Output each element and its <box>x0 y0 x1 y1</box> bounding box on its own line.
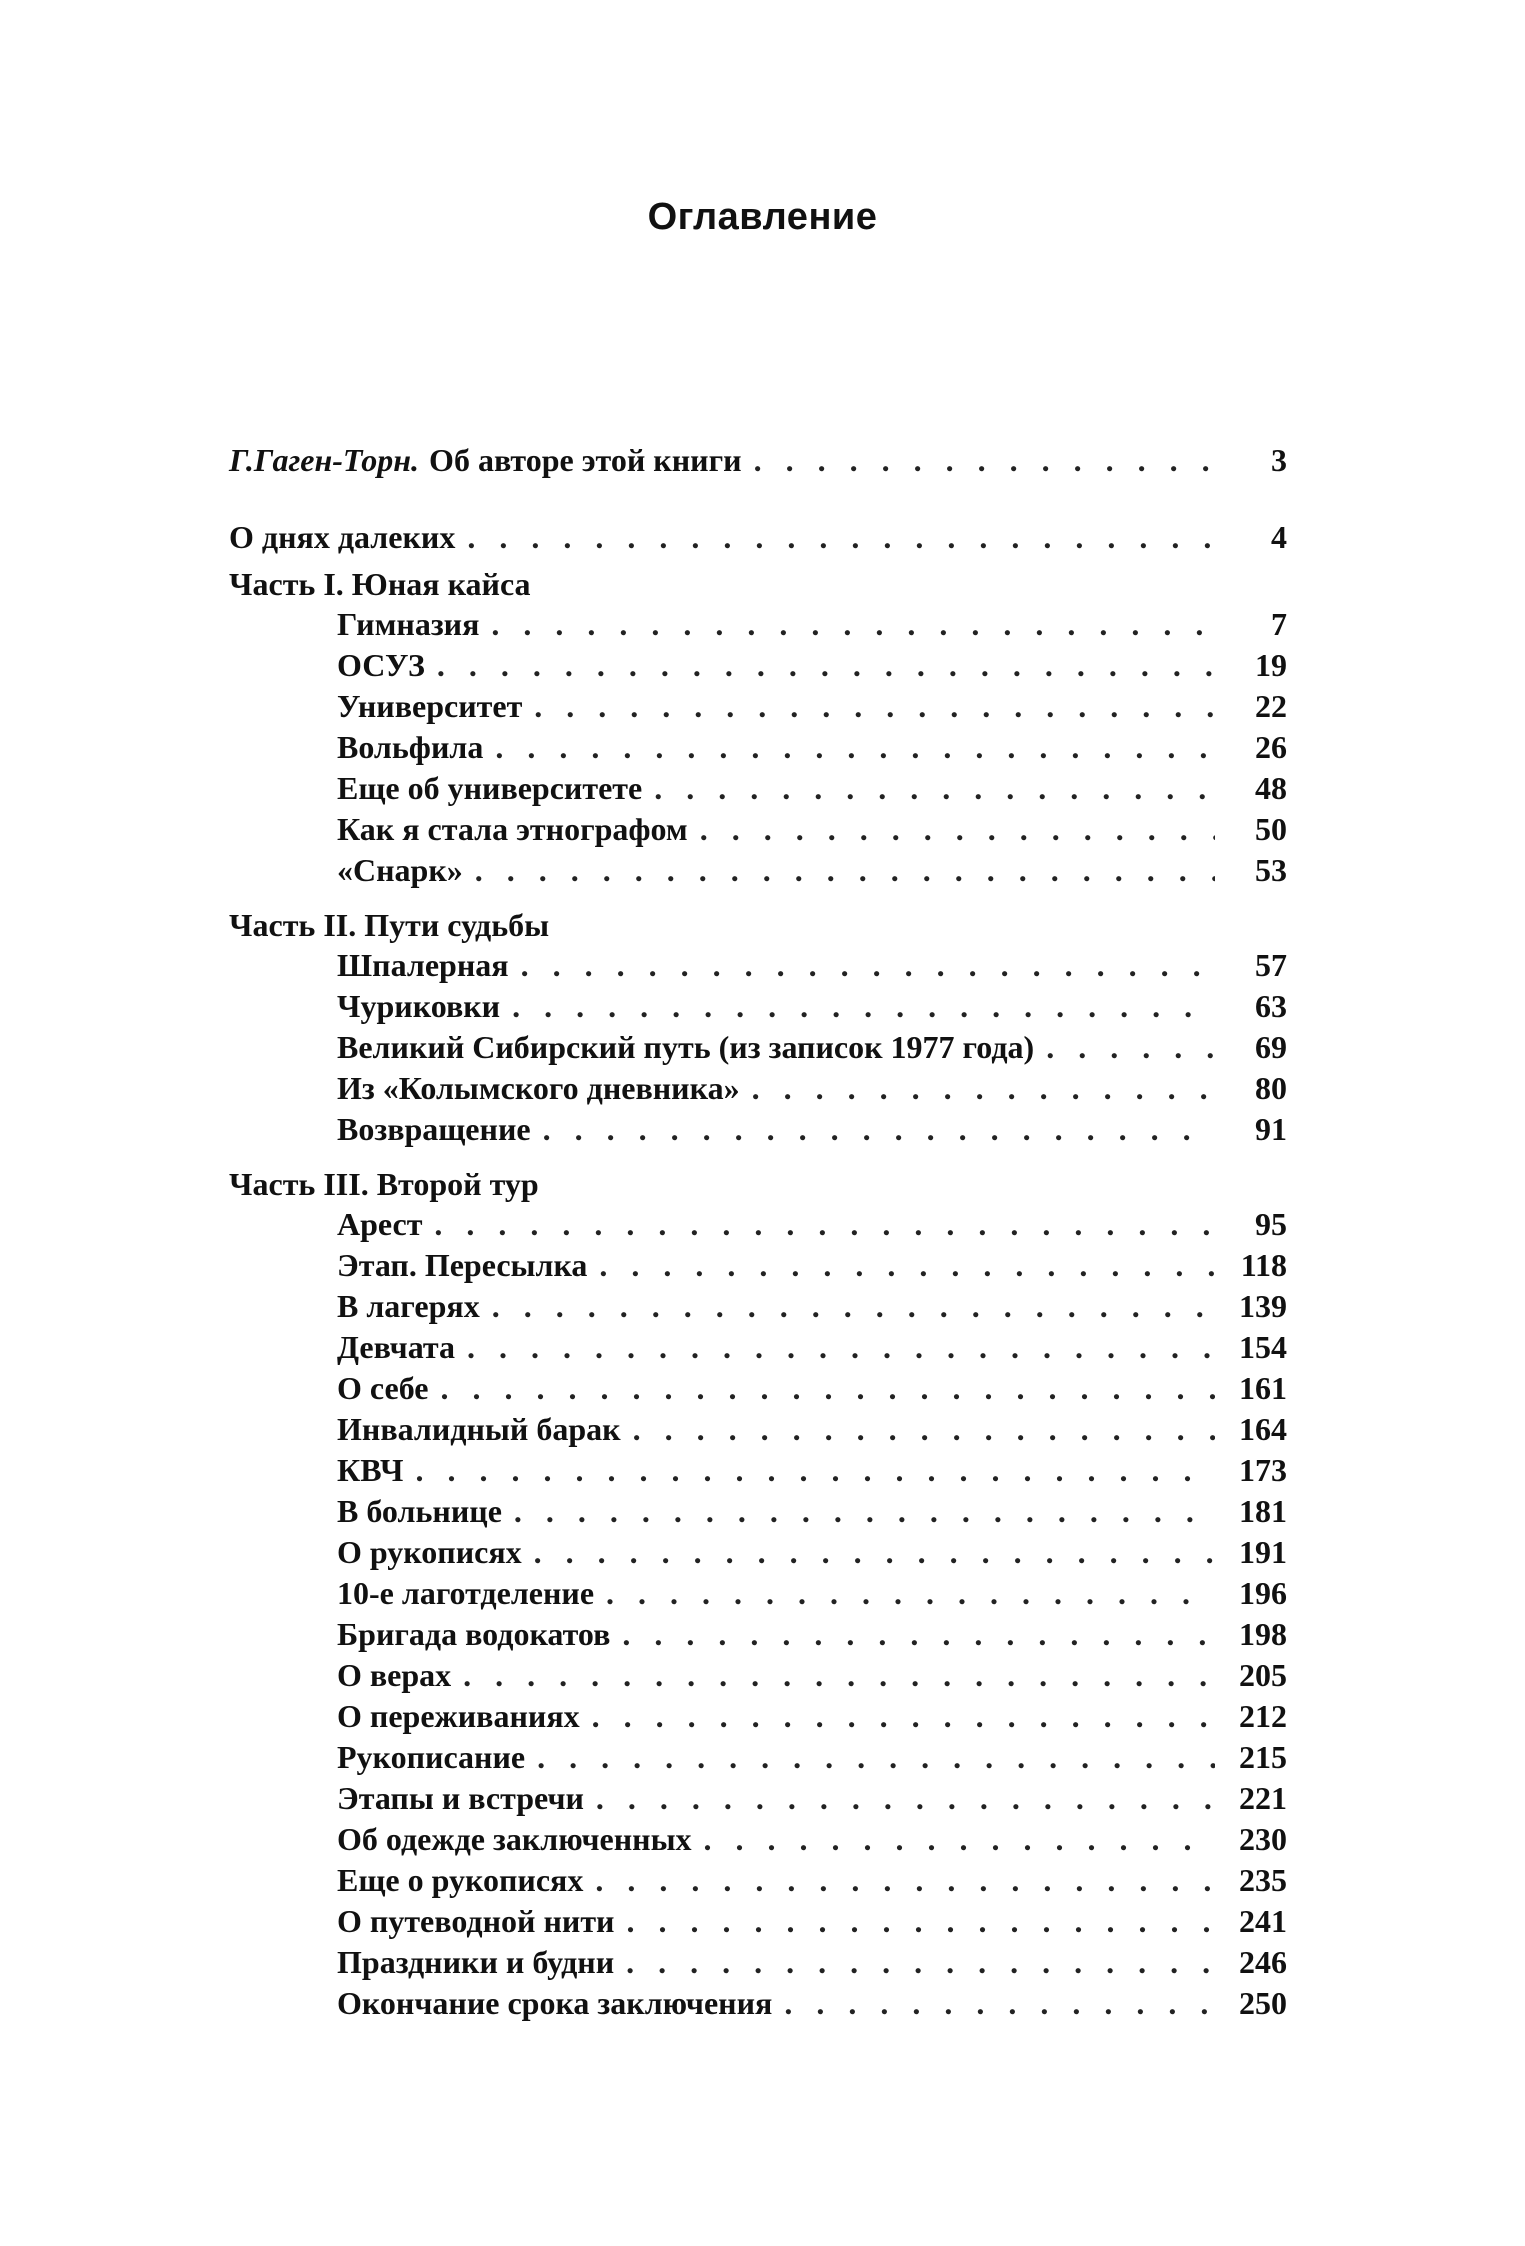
dot-leader <box>700 809 1215 850</box>
entry-title: 10-е лаготделение <box>337 1575 595 1611</box>
toc-entry[interactable] <box>229 1286 1287 1327</box>
toc-entry[interactable] <box>229 1655 1287 1696</box>
toc-entry[interactable] <box>229 1327 1287 1368</box>
entry-title: Праздники и будни <box>337 1944 615 1980</box>
entry-title: КВЧ <box>337 1452 404 1488</box>
entry-title: Арест <box>337 1206 423 1242</box>
entry-title: Этапы и встречи <box>337 1780 584 1816</box>
toc-entry[interactable] <box>229 1983 1287 2024</box>
entry-title: В лагерях <box>337 1288 480 1324</box>
entry-title: О себе <box>337 1370 429 1406</box>
dot-leader <box>622 1614 1215 1655</box>
table-of-contents <box>229 440 1287 2024</box>
entry-title: О путеводной нити <box>337 1903 615 1939</box>
dot-leader <box>492 1286 1215 1327</box>
toc-entry[interactable] <box>229 1573 1287 1614</box>
page-number: 154 <box>1239 1329 1287 1365</box>
toc-entry[interactable] <box>229 1409 1287 1450</box>
toc-entry[interactable] <box>229 1532 1287 1573</box>
entry-title: Вольфила <box>337 729 484 765</box>
page-number: 241 <box>1239 1903 1287 1939</box>
toc-entry[interactable] <box>229 945 1287 986</box>
entry-title: О верах <box>337 1657 452 1693</box>
page-number: 230 <box>1239 1821 1287 1857</box>
dot-leader <box>415 1450 1215 1491</box>
dot-leader <box>534 686 1215 727</box>
toc-entry[interactable] <box>229 850 1287 891</box>
entry-author: Г.Гаген-Торн. <box>229 442 420 478</box>
toc-entry[interactable] <box>229 1068 1287 1109</box>
dot-leader <box>592 1696 1215 1737</box>
page-number: 95 <box>1255 1206 1287 1242</box>
toc-entry[interactable] <box>229 1942 1287 1983</box>
toc-entry[interactable] <box>229 1450 1287 1491</box>
page-number: 161 <box>1239 1370 1287 1406</box>
entry-title: Окончание срока заключения <box>337 1985 773 2021</box>
toc-entry[interactable] <box>229 768 1287 809</box>
dot-leader <box>514 1491 1215 1532</box>
dot-leader <box>491 604 1215 645</box>
dot-leader <box>595 1860 1215 1901</box>
entry-title: В больнице <box>337 1493 502 1529</box>
dot-leader <box>463 1655 1215 1696</box>
toc-entry[interactable] <box>229 986 1287 1027</box>
part-heading-2: Часть II. Пути судьбы <box>229 907 550 943</box>
dot-leader <box>752 1068 1215 1109</box>
entry-title: Великий Сибирский путь (из записок 1977 года) <box>337 1029 1035 1065</box>
dot-leader <box>440 1368 1215 1409</box>
toc-entry[interactable] <box>229 1778 1287 1819</box>
dot-leader <box>434 1204 1215 1245</box>
page-number: 91 <box>1255 1111 1287 1147</box>
dot-leader <box>626 1942 1215 1983</box>
page-number: 205 <box>1239 1657 1287 1693</box>
dot-leader <box>537 1737 1215 1778</box>
page-title: Оглавление <box>647 196 878 238</box>
dot-leader <box>626 1901 1215 1942</box>
dot-leader <box>784 1983 1215 2024</box>
toc-entry[interactable] <box>229 1491 1287 1532</box>
dot-leader <box>534 1532 1215 1573</box>
toc-entry[interactable] <box>229 1737 1287 1778</box>
entry-title: Еще об университете <box>337 770 643 806</box>
toc-entry[interactable] <box>229 727 1287 768</box>
toc-entry[interactable] <box>229 1245 1287 1286</box>
page-number: 191 <box>1239 1534 1287 1570</box>
entry-title: Как я стала этнографом <box>337 811 688 847</box>
toc-entry[interactable] <box>229 1368 1287 1409</box>
dot-leader <box>521 945 1215 986</box>
toc-entry[interactable] <box>229 686 1287 727</box>
entry-title: О днях далеких <box>229 519 456 555</box>
dot-leader <box>654 768 1215 809</box>
page-number: 22 <box>1255 688 1287 724</box>
page-number: 7 <box>1271 606 1287 642</box>
entry-title: О переживаниях <box>337 1698 580 1734</box>
entry-title: Возвращение <box>337 1111 531 1147</box>
page-number: 181 <box>1239 1493 1287 1529</box>
dot-leader <box>704 1819 1215 1860</box>
page-number: 3 <box>1271 442 1287 478</box>
toc-entry[interactable] <box>229 1901 1287 1942</box>
page-number: 48 <box>1255 770 1287 806</box>
toc-entry[interactable] <box>229 1860 1287 1901</box>
dot-leader <box>467 517 1215 558</box>
page-number: 196 <box>1239 1575 1287 1611</box>
entry-title: Шпалерная <box>337 947 509 983</box>
entry-title: Девчата <box>337 1329 455 1365</box>
entry-title: Из «Колымского дневника» <box>337 1070 740 1106</box>
page-number: 53 <box>1255 852 1287 888</box>
dot-leader <box>754 440 1215 481</box>
part-heading-1: Часть I. Юная кайса <box>229 566 531 602</box>
page-number: 215 <box>1239 1739 1287 1775</box>
page-number: 118 <box>1240 1247 1287 1283</box>
toc-entry[interactable] <box>229 604 1287 645</box>
toc-entry[interactable] <box>229 1204 1287 1245</box>
toc-entry[interactable] <box>229 645 1287 686</box>
page-number: 212 <box>1239 1698 1287 1734</box>
page-number: 250 <box>1239 1985 1287 2021</box>
entry-title: О рукописях <box>337 1534 522 1570</box>
page-number: 19 <box>1255 647 1287 683</box>
dot-leader <box>606 1573 1215 1614</box>
page-number: 63 <box>1255 988 1287 1024</box>
dot-leader <box>495 727 1215 768</box>
entry-title: «Снарк» <box>337 852 463 888</box>
toc-entry[interactable] <box>229 809 1287 850</box>
toc-entry[interactable] <box>229 1027 1287 1068</box>
dot-leader <box>475 850 1215 891</box>
entry-title: Г.Гаген-Торн. Об авторе этой книги <box>229 442 742 478</box>
page-number: 235 <box>1239 1862 1287 1898</box>
page-number: 4 <box>1271 519 1287 555</box>
toc-entry[interactable] <box>229 1109 1287 1150</box>
page-number: 26 <box>1255 729 1287 765</box>
toc-entry-intro[interactable] <box>229 517 1287 558</box>
page-number: 164 <box>1239 1411 1287 1447</box>
entry-title: Рукописание <box>337 1739 526 1775</box>
dot-leader <box>633 1409 1215 1450</box>
toc-entry[interactable] <box>229 1819 1287 1860</box>
entry-title: Этап. Пересылка <box>337 1247 588 1283</box>
entry-title: Еще о рукописях <box>337 1862 584 1898</box>
dot-leader <box>596 1778 1215 1819</box>
entry-title: Гимназия <box>337 606 480 642</box>
dot-leader <box>543 1109 1215 1150</box>
page-number: 50 <box>1255 811 1287 847</box>
dot-leader <box>437 645 1215 686</box>
page-number: 221 <box>1239 1780 1287 1816</box>
dot-leader <box>467 1327 1215 1368</box>
toc-entry[interactable] <box>229 1696 1287 1737</box>
page-number: 69 <box>1255 1029 1287 1065</box>
part-heading-3: Часть III. Второй тур <box>229 1166 539 1202</box>
entry-title: Бригада водокатов <box>337 1616 611 1652</box>
toc-entry[interactable] <box>229 1614 1287 1655</box>
page-number: 198 <box>1239 1616 1287 1652</box>
page-number: 246 <box>1239 1944 1287 1980</box>
entry-title: Университет <box>337 688 523 724</box>
page-number: 173 <box>1239 1452 1287 1488</box>
dot-leader <box>512 986 1215 1027</box>
dot-leader <box>1046 1027 1215 1068</box>
entry-title: ОСУЗ <box>337 647 425 683</box>
toc-entry-author-note[interactable] <box>229 440 1287 481</box>
page-number: 80 <box>1255 1070 1287 1106</box>
page-number: 57 <box>1255 947 1287 983</box>
dot-leader <box>599 1245 1215 1286</box>
entry-title: Об одежде заключенных <box>337 1821 692 1857</box>
entry-title: Чуриковки <box>337 988 501 1024</box>
entry-title: Инвалидный барак <box>337 1411 621 1447</box>
page-number: 139 <box>1239 1288 1287 1324</box>
